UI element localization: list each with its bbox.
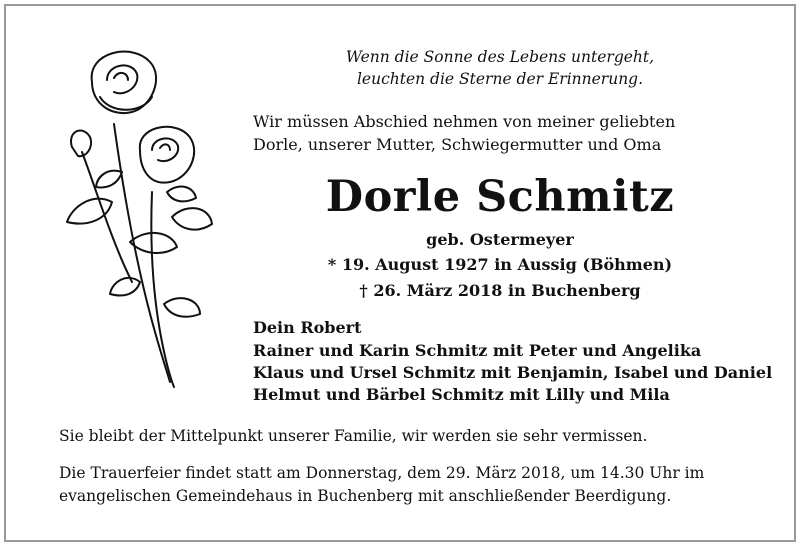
intro-line-1: Wir müssen Abschied nehmen von meiner geliebten [253,112,676,131]
remembrance-text: Sie bleibt der Mittelpunkt unserer Familie, wir werden sie sehr vermissen. [59,427,648,445]
family-member: Dein Robert [253,318,362,337]
death-date: † 26. März 2018 in Buchenberg [359,281,641,300]
intro-line-2: Dorle, unserer Mutter, Schwiegermutter und Oma [253,135,662,154]
roses-icon [52,42,232,394]
birth-date: * 19. August 1927 in Aussig (Böhmen) [327,255,673,274]
family-member: Helmut und Bärbel Schmitz mit Lilly und Mila [253,385,670,404]
funeral-info-line-1: Die Trauerfeier findet statt am Donnerstag, dem 29. März 2018, um 14.30 Uhr im [59,464,705,482]
quote-line-1: Wenn die Sonne des Lebens untergeht, [345,48,655,66]
family-member: Rainer und Karin Schmitz mit Peter und Angelika [253,341,702,360]
family-member: Klaus und Ursel Schmitz mit Benjamin, Isabel und Daniel [253,363,773,382]
maiden-name: geb. Ostermeyer [426,230,574,249]
quote-line-2: leuchten die Sterne der Erinnerung. [356,70,644,88]
funeral-info-line-2: evangelischen Gemeindehaus in Buchenberg mit anschließender Beerdigung. [59,487,672,505]
deceased-name: Dorle Schmitz [325,172,675,222]
